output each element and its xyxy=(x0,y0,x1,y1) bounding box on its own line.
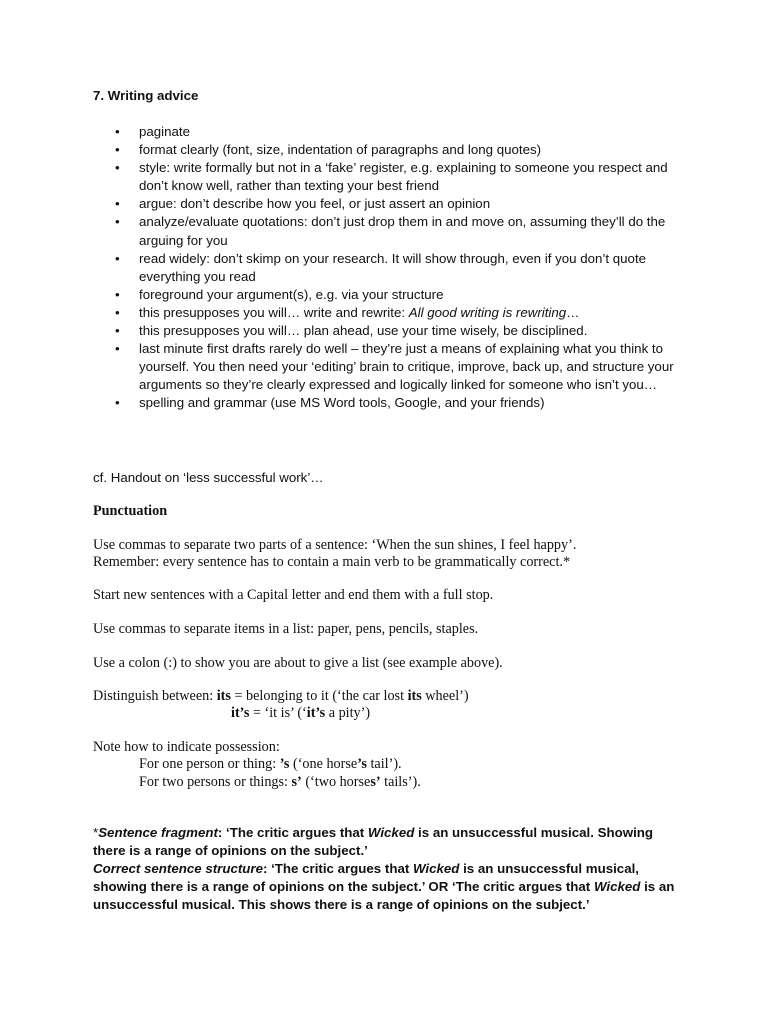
correct-sentence-example: Correct sentence structure: ‘The critic argues that Wicked is an unsuccessful musical, showing there is a range of opinions on the subject.’ OR ‘The critic argues that Wicked is an unsuccessful musical. This shows there is a range of opinions on the subject.’ xyxy=(93,861,675,913)
cf-handout-note: cf. Handout on ‘less successful work’… xyxy=(93,470,324,485)
list-commas-paragraph: Use commas to separate items in a list: paper, pens, pencils, staples. xyxy=(93,621,479,637)
colon-paragraph: Use a colon (:) to show you are about to give a list (see example above). xyxy=(93,655,503,671)
list-item: • argue: don’t describe how you feel, or just assert an opinion xyxy=(93,195,683,213)
list-item: • format clearly (font, size, indentation of paragraphs and long quotes) xyxy=(93,141,683,159)
possession-lead: Note how to indicate possession: xyxy=(93,739,280,755)
its-line: Distinguish between: its = belonging to it (‘the car lost its wheel’) xyxy=(93,688,469,704)
punctuation-title: Punctuation xyxy=(93,503,168,519)
possession-two: For two persons or things: s’ (‘two horses’ tails’). xyxy=(139,773,421,790)
section-title: 7. Writing advice xyxy=(93,88,199,103)
commas-line-1: Use commas to separate two parts of a sentence: ‘When the sun shines, I feel happy’. xyxy=(93,537,577,553)
commas-line-2: Remember: every sentence has to contain a main verb to be grammatically correct.* xyxy=(93,554,571,571)
list-item: • paginate xyxy=(93,123,683,141)
possession-note xyxy=(93,739,713,791)
list-item: • read widely: don’t skimp on your research. It will show through, even if you don’t quote everything you read xyxy=(93,250,683,286)
list-item: • analyze/evaluate quotations: don’t just drop them in and move on, assuming they’ll do the arguing for you xyxy=(93,213,683,249)
list-item: • spelling and grammar (use MS Word tools, Google, and your friends) xyxy=(93,394,683,412)
sentence-fragment-example: *Sentence fragment: ‘The critic argues that Wicked is an unsuccessful musical. Showing there is a range of opinions on the subject.’ xyxy=(93,825,654,859)
commas-paragraph xyxy=(93,537,713,572)
possession-one: For one person or thing: ’s (‘one horse’s tail’). xyxy=(139,756,402,773)
it-is-line: it’s = ‘it is’ (‘it’s a pity’) xyxy=(231,705,371,722)
its-distinction xyxy=(93,688,713,723)
list-item: • last minute first drafts rarely do well – they’re just a means of explaining what you think to yourself. You then need your ‘editing’ brain to critique, improve, back up, and structure your arguments so they’re clearly expressed and logically linked for someone who isn’t you… xyxy=(93,340,683,394)
list-item: • style: write formally but not in a ‘fake’ register, e.g. explaining to someone you respect and don’t know well, rather than texting your best friend xyxy=(93,159,683,195)
sentences-paragraph: Start new sentences with a Capital letter and end them with a full stop. xyxy=(93,587,494,603)
list-item: • this presupposes you will… write and rewrite: All good writing is rewriting… xyxy=(93,304,683,322)
list-item: • this presupposes you will… plan ahead, use your time wisely, be disciplined. xyxy=(93,322,683,340)
writing-advice-list xyxy=(93,123,683,413)
list-item: • foreground your argument(s), e.g. via your structure xyxy=(93,286,683,304)
italic-quote: All good writing is rewriting xyxy=(408,304,567,320)
